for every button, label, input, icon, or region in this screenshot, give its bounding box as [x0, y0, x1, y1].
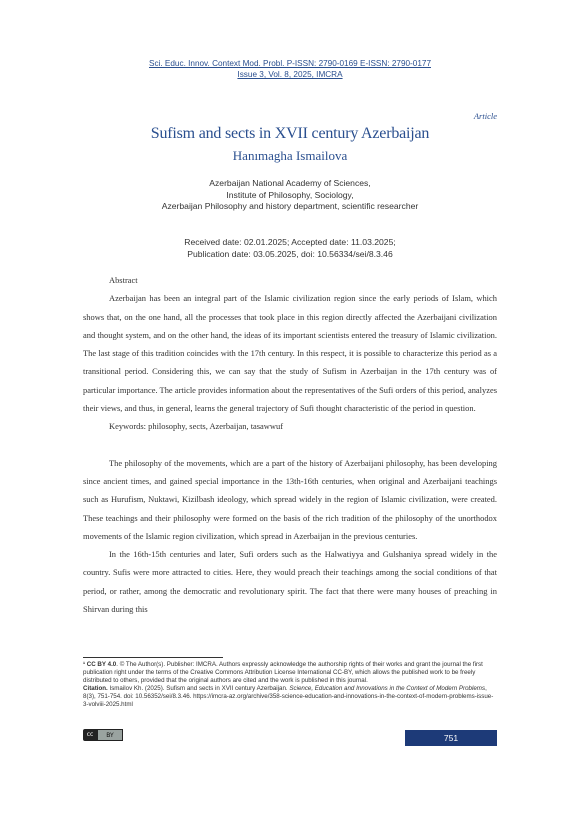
journal-issue-line[interactable]: Issue 3, Vol. 8, 2025, IMCRA	[237, 70, 343, 79]
license-footnote	[83, 661, 497, 685]
page-number: 751	[405, 730, 497, 746]
publication-doi: Publication date: 03.05.2025, doi: 10.56334/sei/8.3.46	[187, 248, 393, 259]
footnote-divider	[83, 657, 223, 658]
affiliation-line: Institute of Philosophy, Sociology,	[226, 189, 354, 200]
main-text	[83, 271, 497, 618]
paper-title: Sufism and sects in XVII century Azerbaijan	[150, 125, 430, 142]
author-name: Hanımagha Ismailova	[232, 148, 348, 163]
keywords: Keywords: philosophy, sects, Azerbaijan, tasawwuf	[109, 421, 284, 432]
abstract-paragraph: Azerbaijan has been an integral part of the Islamic civilization region since the early periods of Islam, which shows that, on the one hand, all the processes that took place in this region directly affected the Azerbaijani civilization and thought system, and on the other hand, the ideas of its important scientists entered the treasury of Islamic civilization. The last stage of this tradition coincides with the 17th century. In this respect, it is possible to characterize this period as a transitional period. Considering this, we can say that the study of Sufism in Azerbaijan in the 17th century was of particular importance. The article provides information about the representatives of the Sufi orders of this period, analyzes their views, and thus, in general, learns the general trajectory of Sufi thought characteristic of the period in question.	[83, 293, 497, 414]
journal-issn-line[interactable]: Sci. Educ. Innov. Context Mod. Probl. P-ISSN: 2790-0169 E-ISSN: 2790-0177	[148, 59, 431, 68]
cc-by-license-icon[interactable]	[83, 729, 123, 741]
journal-header	[0, 58, 580, 80]
body-paragraph: In the 16th-15th centuries and later, Sufi orders such as the Halwatiyya and Gulshaniya spread widely in the country. Sufis were more attracted to cities. Here, they would preach their teachings among the social conditions of that period, or rather, among the democratic and revolutionary spirit. The fact that there were many houses of preaching in Shirvan during this	[83, 549, 497, 615]
citation-journal: Science, Education and Innovations in the Context of Modern Problems	[289, 685, 486, 693]
license-mark: ¹ CC BY 4.0	[83, 661, 117, 668]
footnotes	[83, 661, 497, 710]
received-accepted-dates: Received date: 02.01.2025; Accepted date: 11.03.2025;	[184, 237, 396, 247]
citation-text: Ismailov Kh. (2025). Sufism and sects in XVII century Azerbaijan.	[107, 685, 290, 693]
citation-tail[interactable]: , 8(3), 751-754. doi: 10.56352/sei/8.3.46. https://imcra-az.org/archive/358-science-education-and-innovations-in-the-context-of-modern-problems-issue-3-volviii-2025.html	[83, 685, 494, 709]
article-type-label: Article	[473, 111, 497, 121]
citation-footnote	[83, 685, 497, 709]
publication-dates	[0, 237, 580, 260]
affiliation-line: Azerbaijan National Academy of Sciences,	[209, 178, 371, 188]
affiliation-line: Azerbaijan Philosophy and history department, scientific researcher	[161, 201, 419, 211]
affiliation	[0, 178, 580, 213]
license-text: . © The Author(s). Publisher: IMCRA. Authors expressly acknowledge the authorship rights of their works and grant the journal the first publication right under the terms of the Creative Commons Attribution License International CC-BY, which allows the published work to be freely distributed to others, provided that the original authors are cited and the work is published in this journal.	[83, 661, 483, 685]
citation-label: Citation.	[83, 685, 108, 693]
body-paragraph: The philosophy of the movements, which are a part of the history of Azerbaijani philosophy, has been developing since ancient times, and gained special importance in the 13th-16th centuries, when original and Azerbaijani teachings such as Hurufism, Nuktawi, Kizilbash ideology, which spread widely in the region of Islamic civilization, were created. These teachings and their philosophy were formed on the basis of the rich tradition of the philosophy of the unorthodox movements of the Islamic region civilization, which spread in Azerbaijan in the previous centuries.	[83, 457, 497, 541]
by-icon: BY	[97, 729, 123, 741]
abstract-label: Abstract	[109, 275, 138, 285]
cc-icon: cc	[83, 729, 97, 741]
